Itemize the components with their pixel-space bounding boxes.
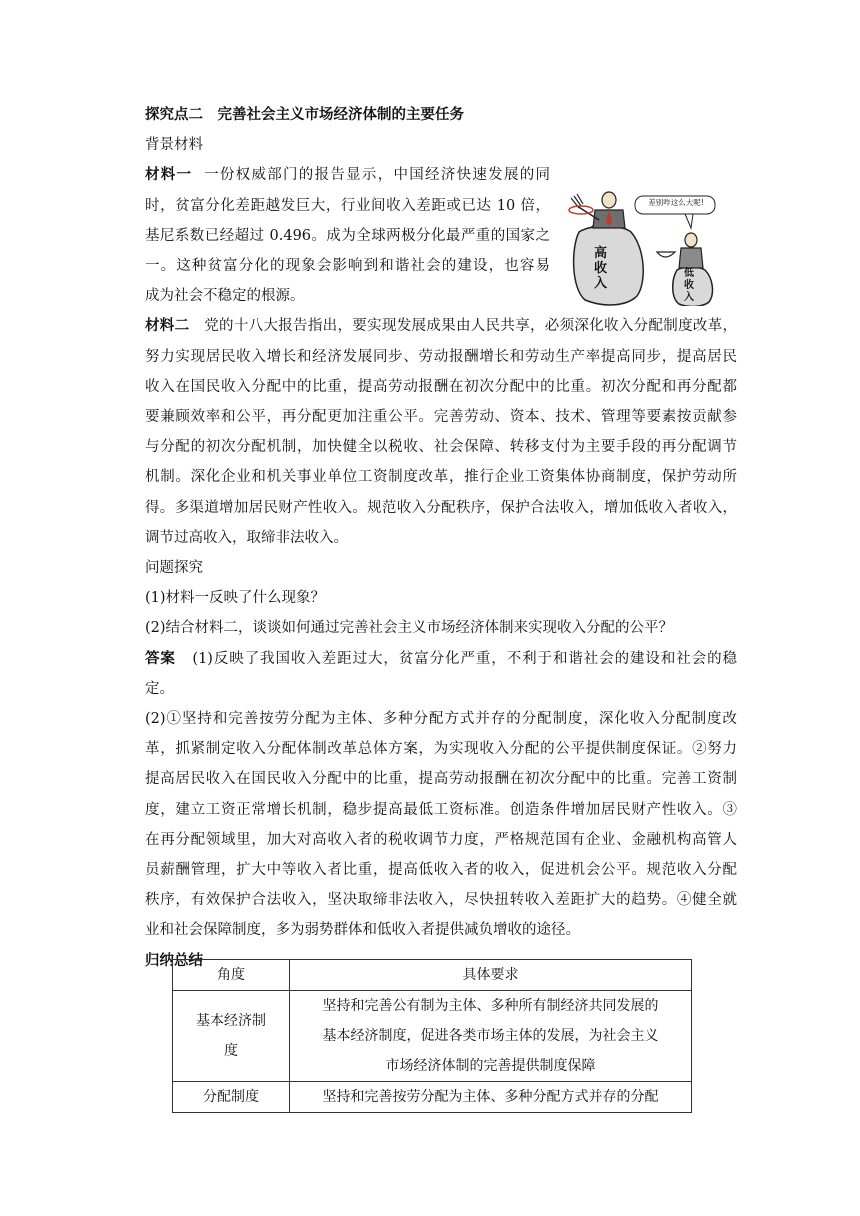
question-heading: 问题探究 bbox=[145, 560, 203, 577]
question-item: (1)材料一反映了什么现象？ bbox=[145, 590, 326, 607]
answer-line: 度，建立工资正常增长机制，稳步提高最低工资标准。创造条件增加居民财产性收入。③ bbox=[145, 801, 737, 818]
table-header-cell: 角度 bbox=[173, 960, 290, 991]
material1-line: 基尼系数已经超过 0.496。成为全球两极分化最严重的国家之 bbox=[145, 227, 550, 244]
answer-line: (2)①坚持和完善按劳分配为主体、多种分配方式并存的分配制度，深化收入分配制度改 bbox=[145, 711, 737, 728]
section-title: 探究点二 完善社会主义市场经济体制的主要任务 bbox=[145, 107, 464, 123]
material2-line: 收入在国民收入分配中的比重，提高劳动报酬在初次分配中的比重。初次分配和再分配都 bbox=[145, 378, 737, 395]
table-cell-angle: 分配制度 bbox=[173, 1082, 290, 1113]
material1-line: 时，贫富分化差距越发巨大，行业间收入差距或已达 10 倍， bbox=[145, 197, 550, 214]
material2-label: 材料二 bbox=[145, 318, 190, 335]
table-row bbox=[173, 991, 692, 1082]
material1-line: 成为社会不稳定的根源。 bbox=[145, 288, 305, 305]
material2-line: 得。多渠道增加居民财产性收入。规范收入分配秩序，保护合法收入，增加低收入者收入， bbox=[145, 499, 737, 516]
summary-heading: 归纳总结 bbox=[145, 952, 203, 969]
table-row bbox=[173, 1082, 692, 1113]
high-income-label: 高收入 bbox=[594, 246, 608, 291]
background-heading: 背景材料 bbox=[145, 137, 203, 154]
material2-line: 努力实现居民收入增长和经济发展同步、劳动报酬增长和劳动生产率提高同步，提高居民 bbox=[145, 348, 737, 365]
answer-line: 答案 (1)反映了我国收入差距过大，贫富分化严重，不利于和谐社会的建设和社会的稳 bbox=[145, 650, 738, 667]
answer-block bbox=[145, 644, 737, 946]
table-header-cell: 具体要求 bbox=[290, 960, 692, 991]
material2-block bbox=[145, 311, 737, 553]
answer-line: 定。 bbox=[145, 680, 174, 697]
material2-line: 调节过高收入，取缔非法收入。 bbox=[145, 529, 348, 546]
answer-line: 员薪酬管理，扩大中等收入者比重，提高低收入者的收入，促进机会公平。规范收入分配 bbox=[145, 862, 737, 879]
table-cell-angle: 基本经济制 度 bbox=[173, 991, 290, 1082]
summary-table bbox=[172, 959, 692, 1113]
question-item: (2)结合材料二，谈谈如何通过完善社会主义市场经济体制来实现收入分配的公平？ bbox=[145, 620, 674, 637]
answer-line: 业和社会保障制度，多为弱势群体和低收入者提供减负增收的途径。 bbox=[145, 922, 580, 939]
low-income-label: 低收入 bbox=[684, 268, 694, 303]
material1-label: 材料一 bbox=[145, 167, 193, 184]
answer-line: 革，抓紧制定收入分配体制改革总体方案，为实现收入分配的公平提供制度保证。②努力 bbox=[145, 741, 737, 758]
material2-line: 机制。深化企业和机关事业单位工资制度改革，推行企业工资集体协商制度，保护劳动所 bbox=[145, 469, 737, 486]
material2-line: 要兼顾效率和公平，再分配更加注重公平。完善劳动、资本、技术、管理等要素按贡献参 bbox=[145, 409, 737, 426]
answer-line: 提高居民收入在国民收入分配中的比重，提高劳动报酬在初次分配中的比重。完善工资制 bbox=[145, 771, 737, 788]
material1-line: 材料一 一份权威部门的报告显示，中国经济快速发展的同 bbox=[145, 167, 551, 184]
answer-line: 秩序，有效保护合法收入，坚决取缔非法收入，尽快扭转收入差距扩大的趋势。④健全就 bbox=[145, 892, 737, 909]
material1-line: 一。这种贫富分化的现象会影响到和谐社会的建设，也容易 bbox=[145, 258, 550, 275]
table-header-row bbox=[173, 960, 692, 991]
answer-label: 答案 bbox=[145, 650, 176, 667]
table-cell-requirement: 坚持和完善公有制为主体、多种所有制经济共同发展的 基本经济制度，促进各类市场主体的发展，为社会主义 市场经济体制的完善提供制度保障 bbox=[290, 991, 692, 1082]
answer-line: 在再分配领域里，加大对高收入者的税收调节力度，严格规范国有企业、金融机构高管人 bbox=[145, 831, 737, 848]
material2-line: 与分配的初次分配机制，加快健全以税收、社会保障、转移支付为主要手段的再分配调节 bbox=[145, 439, 737, 456]
material2-line: 材料二 党的十八大报告指出，要实现发展成果由人民共享，必须深化收入分配制度改革， bbox=[145, 318, 738, 335]
table-cell-requirement: 坚持和完善按劳分配为主体、多种分配方式并存的分配 bbox=[290, 1082, 692, 1113]
speech-bubble-text: 差别咋这么大呢! bbox=[648, 198, 704, 207]
